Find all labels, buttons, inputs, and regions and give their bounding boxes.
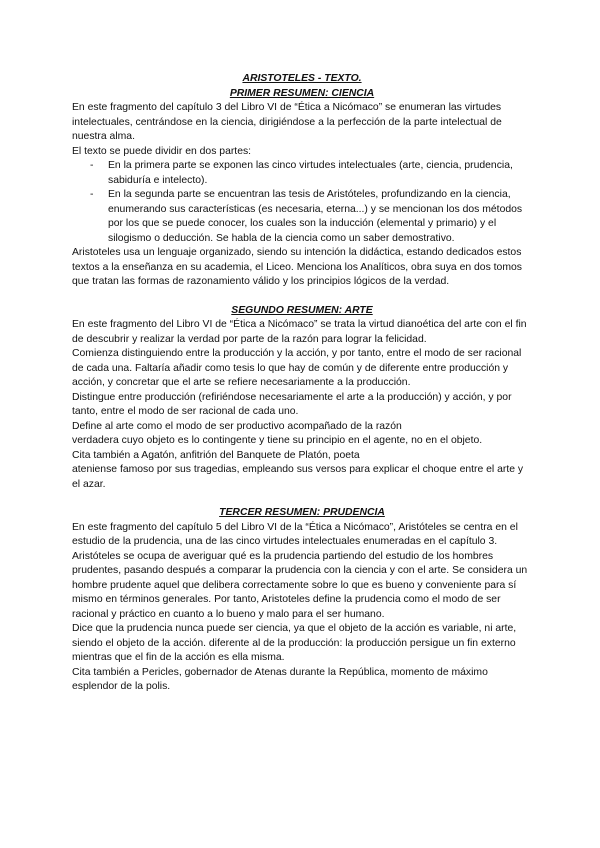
section2-paragraph: Comienza distinguiendo entre la producción y la acción, y por tanto, entre el modo de ser racional de cada una. Faltaría añadir como tesis lo que hay de común y de diferente entre producción y acción, y concretar que el arte se refiere necesariamente a la producción. <box>72 348 522 388</box>
section-spacer <box>72 290 532 304</box>
section1-intro: En este fragmento del capítulo 3 del Libro VI de “Ética a Nicómaco” se enumeran las virtudes intelectuales, centrándose en la ciencia, dirigiéndose a la perfección de la parte intelectual de nuestra alma. <box>72 102 502 142</box>
section-heading-ciencia: PRIMER RESUMEN: CIENCIA <box>229 87 375 99</box>
list-item <box>72 159 532 188</box>
section1-parts-list <box>72 159 532 246</box>
section2-paragraph: En este fragmento del Libro VI de “Ética a Nicómaco” se trata la virtud dianoética del arte con el fin de descubrir y realizar la verdad por parte de la razón para lograr la felicidad. <box>72 319 527 345</box>
document-title: ARISTOTELES - TEXTO. <box>242 73 362 84</box>
document-page <box>72 72 532 695</box>
section1-closing: Aristoteles usa un lenguaje organizado, siendo su intención la didáctica, estando dedicados estos textos a la enseñanza en su academia, el Liceo. Menciona los Analíticos, obra suya en dos tomos que tratan las formas de razonamiento válido y los principios lógicos de la verdad. <box>72 247 522 287</box>
section2-paragraph: Cita también a Agatón, anfitrión del Banquete de Platón, poeta <box>72 449 360 461</box>
section3-paragraph: En este fragmento del capítulo 5 del Libro VI de la “Ética a Nicómaco”, Aristóteles se centra en el estudio de la prudencia, una de las cinco virtudes intelectuales enumeradas en el capítulo 3. <box>72 521 518 547</box>
section2-paragraph: Define al arte como el modo de ser productivo acompañado de la razón <box>72 420 402 432</box>
list-item-text: En la primera parte se exponen las cinco virtudes intelectuales (arte, ciencia, prudencia, sabiduría e intelecto). <box>108 160 513 186</box>
section-heading-prudencia: TERCER RESUMEN: PRUDENCIA <box>219 507 385 518</box>
section-spacer <box>72 492 532 506</box>
section3-paragraph: Aristóteles se ocupa de averiguar qué es la prudencia partiendo del estudio de los hombres prudentes, pasando después a comparar la prudencia con la ciencia y con el arte. Se considera un hombre prudente aquel que delibera correctamente sobre lo que es bueno y conveniente para sí mismo en términos generales. Por tanto, Aristoteles define la prudencia como el modo de ser racional y práctico en cuanto a lo bueno y malo para el ser humano. <box>72 550 528 620</box>
section3-paragraph: Dice que la prudencia nunca puede ser ciencia, ya que el objeto de la acción es variable, ni arte, siendo el objeto de la acción. diferente al de la producción: la producción persigue un fin externo mientras que el fin de la acción es ella misma. <box>72 623 517 663</box>
dash-bullet-icon: - <box>90 160 94 171</box>
section1-division: El texto se puede dividir en dos partes: <box>72 145 252 157</box>
list-item-text: En la segunda parte se encuentran las tesis de Aristóteles, profundizando en la ciencia, enumerando sus características (es necesaria, eterna...) y se mencionan los dos métodos por los que se puede conocer, los cuales son la inducción (elemental y primario) y el silogismo o deducción. Se habla de la ciencia como un saber demostrativo. <box>108 189 523 244</box>
section3-paragraph: Cita también a Pericles, gobernador de Atenas durante la República, momento de máximo esplendor de la polis. <box>72 666 488 692</box>
section2-paragraph: Distingue entre producción (refiriéndose necesariamente el arte a la producción) y acción, y por tanto, entre el modo de ser racional de cada uno. <box>72 391 512 417</box>
dash-bullet-icon: - <box>90 189 94 200</box>
list-item <box>72 188 532 246</box>
section-heading-arte: SEGUNDO RESUMEN: ARTE <box>231 304 373 316</box>
section2-paragraph: verdadera cuyo objeto es lo contingente y tiene su principio en el agente, no en el objeto. <box>72 435 483 446</box>
section2-paragraph: ateniense famoso por sus tragedias, empleando sus versos para explicar el choque entre el arte y el azar. <box>72 464 524 490</box>
